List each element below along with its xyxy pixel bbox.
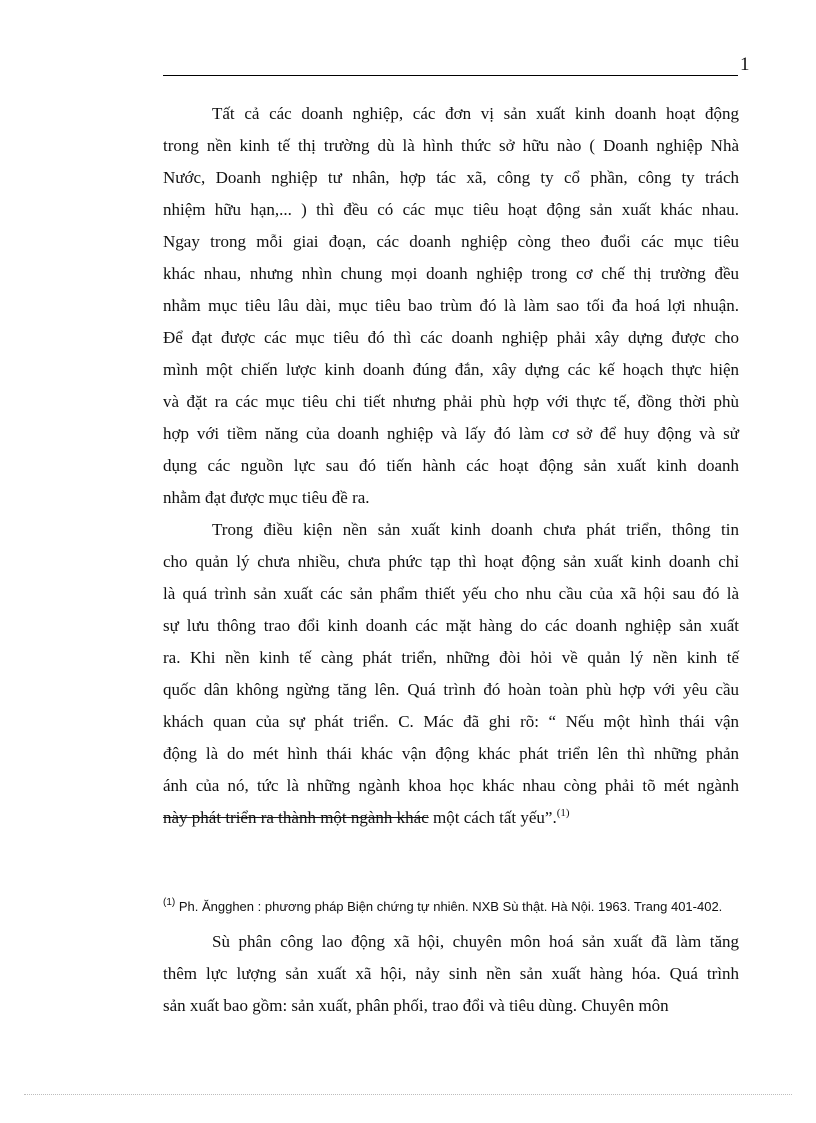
paragraph-2-line-3: là quá trình sản xuất các sản phẩm thiết yếu cho nhu cầu của xã hội sau đó là xyxy=(163,584,739,603)
footnote-text: Ph. Ăngghen : phương pháp Biện chứng tự nhiên. NXB Sù thật. Hà Nội. 1963. Trang 401-402. xyxy=(175,899,723,914)
page-number: 1 xyxy=(740,54,750,75)
paragraph-1-line-1: Tất cả các doanh nghiệp, các đơn vị sản xuất kinh doanh hoạt động xyxy=(212,104,739,123)
paragraph-2-line-4: sự lưu thông trao đổi kinh doanh các mặt hàng do các doanh nghiệp sản xuất xyxy=(163,616,739,635)
paragraph-2-line-8: động là do mét hình thái khác vận động khác phát triển lên thì những phản xyxy=(163,744,739,763)
paragraph-1-line-7: nhằm mục tiêu lâu dài, mục tiêu bao trùm đó là làm sao tối đa hoá lợi nhuận. xyxy=(163,296,739,315)
paragraph-1-line-11: hợp với tiềm năng của doanh nghiệp và lấy đó làm cơ sở để huy động và sử xyxy=(163,424,739,443)
paragraph-2-line-1: Trong điều kiện nền sản xuất kinh doanh chưa phát triển, thông tin xyxy=(212,520,739,539)
struck-text: này phát triển ra thành một ngành khác xyxy=(163,808,429,827)
footnote-reference[interactable]: (1) xyxy=(556,807,570,819)
paragraph-1-line-10: và đặt ra các mục tiêu chi tiết nhưng phải phù hợp với thực tế, đồng thời phù xyxy=(163,392,739,411)
quote-closing-text: một cách tất yếu”. xyxy=(428,808,557,827)
paragraph-1-line-5: Ngay trong mỗi giai đoạn, các doanh nghiệp còng theo đuổi các mục tiêu xyxy=(163,232,739,251)
paragraph-2-line-5: ra. Khi nền kinh tế càng phát triển, những đòi hỏi về quản lý nền kinh tế xyxy=(163,648,739,667)
footnote xyxy=(163,898,739,916)
paragraph-1-line-8: Để đạt được các mục tiêu đó thì các doanh nghiệp phải xây dựng được cho xyxy=(163,328,739,347)
paragraph-1-line-4: nhiệm hữu hạn,... ) thì đều có các mục tiêu hoạt động sản xuất khác nhau. xyxy=(163,200,739,219)
paragraph-2-line-2: cho quản lý chưa nhiều, chưa phức tạp thì hoạt động sản xuất kinh doanh chỉ xyxy=(163,552,739,571)
paragraph-2-line-6: quốc dân không ngừng tăng lên. Quá trình đó hoàn toàn phù hợp với yêu cầu xyxy=(163,680,739,699)
page-bottom-rule xyxy=(24,1094,792,1095)
paragraph-1-line-3: Nước, Doanh nghiệp tư nhân, hợp tác xã, công ty cổ phần, công ty trách xyxy=(163,168,739,187)
paragraph-3-line-3: sản xuất bao gồm: sản xuất, phân phối, trao đổi và tiêu dùng. Chuyên môn xyxy=(163,996,669,1015)
paragraph-3-line-2: thêm lực lượng sản xuất xã hội, nảy sinh nền sản xuất hàng hóa. Quá trình xyxy=(163,964,739,983)
paragraph-1-line-12: dụng các nguồn lực sau đó tiến hành các hoạt động sản xuất kinh doanh xyxy=(163,456,739,475)
paragraph-1-line-13: nhằm đạt được mục tiêu đề ra. xyxy=(163,488,370,507)
paragraph-1-line-2: trong nền kinh tế thị trường dù là hình thức sở hữu nào ( Doanh nghiệp Nhà xyxy=(163,136,739,155)
paragraph-2-line-10 xyxy=(163,808,739,828)
paragraph-1-line-6: khác nhau, nhưng nhìn chung mọi doanh nghiệp trong cơ chế thị trường đều xyxy=(163,264,739,283)
footnote-marker: (1) xyxy=(163,897,176,908)
paragraph-2-line-7: khách quan của sự phát triển. C. Mác đã ghi rõ: “ Nếu một hình thái vận xyxy=(163,712,739,731)
paragraph-1-line-9: mình một chiến lược kinh doanh đúng đắn, xây dựng các kế hoạch thực hiện xyxy=(163,360,739,379)
paragraph-2-line-9: ánh của nó, tức là những ngành khoa học khác nhau còng phải tõ mét ngành xyxy=(163,776,739,795)
paragraph-3-line-1: Sù phân công lao động xã hội, chuyên môn hoá sản xuất đã làm tăng xyxy=(212,932,739,951)
header-rule xyxy=(163,75,738,76)
